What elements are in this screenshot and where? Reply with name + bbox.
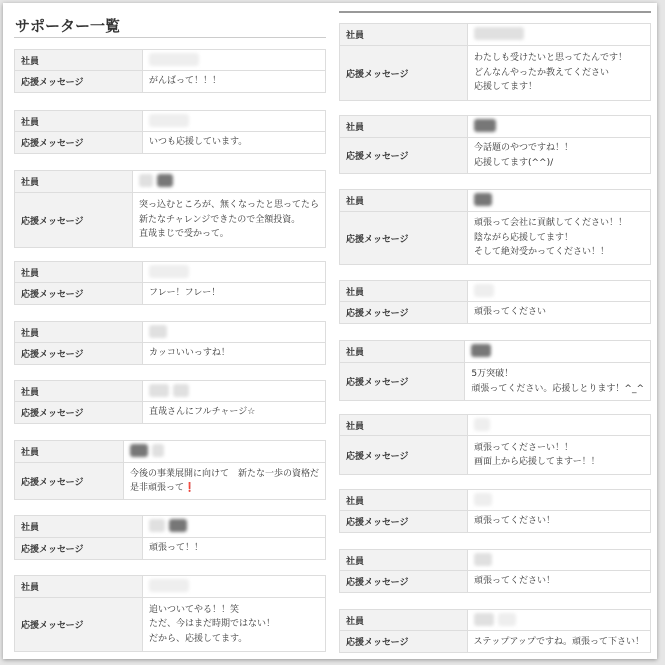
- message-line: 頑張って！！: [149, 543, 204, 554]
- message-line: ステップアップですね。頑張って下さい！: [473, 636, 644, 647]
- member-label: 社員: [340, 490, 468, 511]
- member-name-redacted: [143, 262, 326, 283]
- member-label: 社員: [15, 171, 133, 193]
- message-text: [468, 46, 651, 101]
- message-label: 応援メッセージ: [340, 46, 468, 101]
- member-label: 社員: [15, 111, 143, 132]
- member-name-redacted: [465, 341, 651, 363]
- redacted-name-block: [474, 284, 494, 297]
- message-row: [340, 436, 651, 475]
- member-name-redacted: [143, 111, 326, 132]
- member-name-redacted: [143, 381, 326, 402]
- member-row: [15, 322, 326, 343]
- member-name-redacted: [143, 322, 326, 343]
- message-label: 応援メッセージ: [15, 598, 143, 652]
- member-name-redacted: [143, 516, 326, 538]
- message-text: [143, 283, 326, 304]
- message-text: [143, 402, 326, 423]
- member-label: 社員: [15, 50, 143, 71]
- message-text: [468, 511, 651, 532]
- member-name-redacted: [468, 116, 651, 138]
- member-name-redacted: [143, 50, 326, 71]
- message-text: [143, 598, 326, 652]
- message-line: だから、応援してます。: [149, 633, 248, 644]
- message-row: [15, 193, 326, 248]
- message-label: 応援メッセージ: [340, 436, 468, 475]
- redacted-name-block: [471, 344, 491, 357]
- message-text: [468, 571, 651, 592]
- message-label: 応援メッセージ: [15, 402, 143, 423]
- redacted-name-block: [474, 493, 492, 506]
- message-label: 応援メッセージ: [340, 571, 468, 592]
- message-label: 応援メッセージ: [340, 511, 468, 532]
- redacted-name-block: [157, 174, 173, 187]
- message-row: [15, 598, 326, 652]
- member-label: 社員: [340, 550, 468, 571]
- redacted-name-block: [130, 444, 148, 457]
- message-row: [340, 138, 651, 174]
- member-label: 社員: [15, 576, 143, 598]
- message-label: 応援メッセージ: [15, 283, 143, 304]
- message-text: [468, 138, 651, 174]
- message-line: 陰ながら応援してます！: [474, 232, 574, 243]
- supporter-card: [14, 380, 326, 424]
- member-name-redacted: [468, 24, 651, 46]
- member-label: 社員: [340, 341, 465, 363]
- member-name-redacted: [468, 281, 651, 302]
- message-row: [15, 402, 326, 423]
- message-line: 画面上から応援してますー！！: [474, 457, 600, 468]
- member-name-redacted: [468, 190, 651, 212]
- redacted-name-block: [474, 119, 496, 132]
- message-line: 直哉さんにフルチャージ☆: [149, 407, 256, 418]
- message-row: [340, 46, 651, 101]
- member-name-redacted: [467, 610, 650, 631]
- member-name-redacted: [132, 171, 325, 193]
- member-row: [15, 171, 326, 193]
- member-label: 社員: [340, 281, 468, 302]
- supporter-card: [14, 49, 326, 93]
- message-text: [143, 538, 326, 560]
- supporter-card: [339, 23, 651, 101]
- redacted-name-block: [152, 444, 164, 457]
- supporter-card: [14, 261, 326, 305]
- supporter-card: [339, 189, 651, 265]
- message-text: [465, 363, 651, 401]
- message-label: 応援メッセージ: [340, 363, 465, 401]
- member-row: [15, 381, 326, 402]
- member-label: 社員: [15, 262, 143, 283]
- message-text: [132, 193, 325, 248]
- message-text: [467, 631, 650, 653]
- title-divider: [14, 37, 326, 38]
- member-row: [15, 111, 326, 132]
- message-line: フレー！フレー！: [149, 288, 221, 299]
- supporter-card: [339, 609, 651, 653]
- member-label: 社員: [15, 516, 143, 538]
- message-text: [143, 343, 326, 364]
- message-row: [15, 538, 326, 560]
- message-label: 応援メッセージ: [340, 212, 468, 265]
- message-label: 応援メッセージ: [15, 538, 143, 560]
- message-line: 頑張って会社に貢献してください！！: [474, 218, 628, 229]
- member-row: [15, 516, 326, 538]
- message-label: 応援メッセージ: [15, 193, 133, 248]
- message-line: 応援してます！: [474, 82, 538, 93]
- redacted-name-block: [149, 325, 167, 338]
- message-row: [15, 343, 326, 364]
- message-line: ただ、今はまだ時期ではない！: [149, 619, 276, 630]
- redacted-name-block: [474, 27, 524, 40]
- message-line: 突っ込むところが、無くなったと思ってたら: [138, 200, 319, 211]
- supporter-card: [339, 489, 651, 533]
- member-label: 社員: [340, 415, 468, 436]
- message-text: [123, 463, 325, 500]
- message-line: 頑張ってください: [474, 307, 547, 318]
- message-label: 応援メッセージ: [340, 631, 468, 653]
- message-line: 是非頑張って❗: [129, 483, 196, 493]
- supporter-card: [14, 575, 326, 652]
- supporter-card: [14, 321, 326, 365]
- message-text: [468, 436, 651, 475]
- redacted-name-block: [149, 519, 165, 532]
- message-line: 応援してます(^^)/: [474, 157, 554, 168]
- message-label: 応援メッセージ: [340, 302, 468, 323]
- supporter-card: [339, 549, 651, 593]
- supporter-card: [14, 515, 326, 560]
- message-label: 応援メッセージ: [15, 71, 143, 92]
- supporter-card: [339, 280, 651, 324]
- member-row: [15, 441, 326, 463]
- supporter-card: [14, 170, 326, 248]
- redacted-name-block: [149, 384, 169, 397]
- redacted-name-block: [474, 193, 492, 206]
- message-row: [340, 212, 651, 265]
- message-line: そして絶対受かってください！！: [474, 247, 610, 258]
- message-text: [143, 132, 326, 153]
- redacted-name-block: [474, 418, 490, 431]
- member-row: [340, 341, 651, 363]
- message-line: 頑張ってくださーい！！: [474, 443, 574, 453]
- redacted-name-block: [149, 114, 189, 127]
- message-line: 追いついてやる！！笑: [149, 604, 240, 615]
- message-row: [15, 463, 326, 500]
- message-row: [340, 511, 651, 532]
- redacted-name-block: [474, 553, 492, 566]
- member-label: 社員: [15, 381, 143, 402]
- message-line: 頑張ってください！: [474, 516, 556, 527]
- message-line: 頑張ってください！: [474, 576, 556, 587]
- redacted-name-block: [149, 53, 199, 66]
- message-line: 5万突破！: [471, 369, 514, 380]
- member-row: [15, 50, 326, 71]
- member-name-redacted: [468, 415, 651, 436]
- member-row: [15, 576, 326, 598]
- supporter-card: [14, 440, 326, 500]
- message-line: 直哉まじで受かって。: [138, 229, 229, 240]
- message-row: [340, 363, 651, 401]
- supporter-card: [339, 340, 651, 401]
- message-text: [468, 302, 651, 323]
- member-label: 社員: [15, 441, 124, 463]
- message-row: [340, 631, 651, 653]
- message-text: [143, 71, 326, 92]
- page-frame: [3, 3, 657, 659]
- member-row: [340, 116, 651, 138]
- member-label: 社員: [340, 190, 468, 212]
- message-row: [15, 283, 326, 304]
- message-line: 新たなチャレンジできたので全額投資。: [138, 214, 301, 225]
- member-row: [340, 550, 651, 571]
- message-line: 頑張ってください。応援しとります！^_^: [471, 383, 644, 394]
- member-name-redacted: [468, 490, 651, 511]
- supporter-card: [339, 414, 651, 475]
- message-row: [15, 71, 326, 92]
- message-line: 今後の事業展開に向けて 新たな一歩の資格だ: [129, 468, 319, 479]
- redacted-name-block: [173, 384, 189, 397]
- member-row: [340, 415, 651, 436]
- redacted-name-block: [498, 613, 516, 626]
- member-name-redacted: [123, 441, 325, 463]
- message-line: 今話題のやつですね！！: [474, 143, 574, 154]
- message-label: 応援メッセージ: [340, 138, 468, 174]
- member-label: 社員: [340, 610, 468, 631]
- member-row: [340, 490, 651, 511]
- message-label: 応援メッセージ: [15, 132, 143, 153]
- message-line: わたしも受けたいと思ってたんです！: [474, 53, 628, 64]
- member-name-redacted: [468, 550, 651, 571]
- supporter-card: [14, 110, 326, 154]
- member-label: 社員: [340, 116, 468, 138]
- member-row: [340, 610, 651, 631]
- message-label: 応援メッセージ: [15, 463, 124, 500]
- message-line: どんなんやったか教えてください: [474, 67, 610, 78]
- message-line: がんばって！！！: [149, 76, 222, 87]
- redacted-name-block: [169, 519, 187, 532]
- message-row: [340, 571, 651, 592]
- page-title: サポーター一覧: [15, 17, 121, 35]
- redacted-name-block: [139, 174, 153, 187]
- member-row: [340, 24, 651, 46]
- message-row: [340, 302, 651, 323]
- message-row: [15, 132, 326, 153]
- member-row: [340, 190, 651, 212]
- message-text: [468, 212, 651, 265]
- message-label: 応援メッセージ: [15, 343, 143, 364]
- member-row: [340, 281, 651, 302]
- member-label: 社員: [15, 322, 143, 343]
- member-label: 社員: [340, 24, 468, 46]
- redacted-name-block: [149, 579, 189, 592]
- supporter-card: [339, 115, 651, 174]
- redacted-name-block: [149, 265, 189, 278]
- member-row: [15, 262, 326, 283]
- member-name-redacted: [143, 576, 326, 598]
- message-line: いつも応援しています。: [149, 137, 248, 148]
- message-line: カッコいいっすね！: [149, 348, 230, 359]
- redacted-name-block: [474, 613, 494, 626]
- column-top-rule: [339, 11, 651, 13]
